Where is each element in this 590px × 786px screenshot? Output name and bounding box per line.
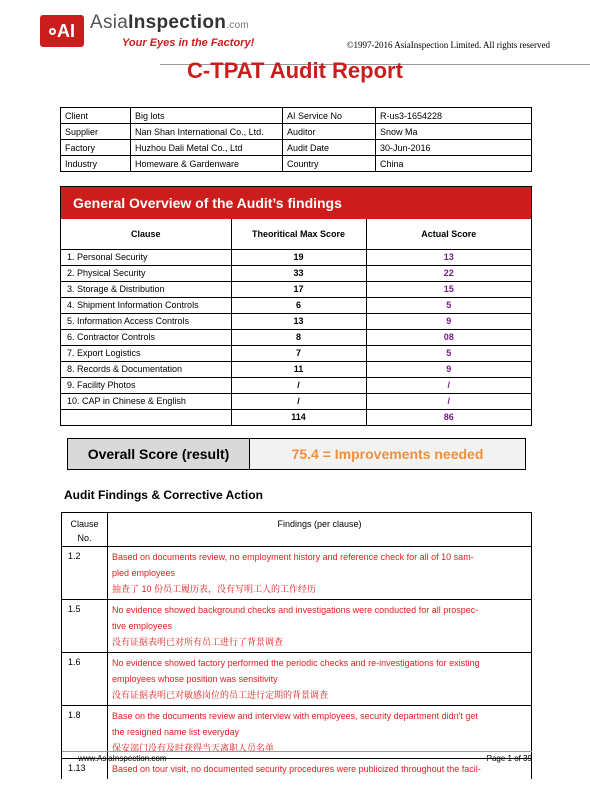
info-value: Homeware & Gardenware [131, 156, 283, 172]
overview-row [61, 361, 531, 377]
findings-section-title: Audit Findings & Corrective Action [64, 488, 263, 502]
total-row [61, 409, 531, 425]
brand-part2: Inspection [128, 12, 227, 33]
col-clause-no-line2: No. [77, 533, 92, 543]
finding-line: No evidence showed background checks and investigations were conducted for all prospec- [112, 605, 479, 615]
finding-line: employees whose position was sensitivity [112, 674, 278, 684]
clause-name: 7. Export Logistics [61, 345, 231, 361]
info-label: Factory [61, 140, 131, 156]
finding-text [108, 547, 532, 600]
info-label: Audit Date [283, 140, 376, 156]
logo-dot-icon [49, 28, 56, 35]
info-label: Auditor [283, 124, 376, 140]
copyright: ©1997-2016 AsiaInspection Limited. All rights reserved [346, 40, 550, 50]
max-score: 8 [231, 329, 366, 345]
max-score: / [231, 393, 366, 409]
finding-text [108, 653, 532, 706]
clause-name: 1. Personal Security [61, 249, 231, 265]
info-table [60, 107, 532, 172]
finding-line: pled employees [112, 568, 176, 578]
finding-clause-no: 1.8 [62, 706, 108, 759]
info-value: Snow Ma [376, 124, 532, 140]
max-score: 33 [231, 265, 366, 281]
brand-name [90, 12, 249, 34]
info-label: AI Service No [283, 108, 376, 124]
page-footer [62, 751, 532, 763]
report-title: C-TPAT Audit Report [187, 58, 403, 83]
actual-score: 9 [366, 313, 531, 329]
actual-score: 5 [366, 297, 531, 313]
clause-name: 3. Storage & Distribution [61, 281, 231, 297]
overall-score-box [67, 438, 526, 470]
finding-line: 保安部门没有及时获得当天离职人员名单 [112, 743, 275, 753]
info-value: R-us3-1654228 [376, 108, 532, 124]
finding-row [62, 600, 532, 653]
info-value: Huzhou Dali Metal Co., Ltd [131, 140, 283, 156]
actual-score: 22 [366, 265, 531, 281]
max-score: 6 [231, 297, 366, 313]
info-value: 30-Jun-2016 [376, 140, 532, 156]
company-logo [40, 15, 84, 47]
col-actual-header: Actual Score [366, 219, 531, 249]
actual-score: 5 [366, 345, 531, 361]
info-label: Industry [61, 156, 131, 172]
clause-name: 4. Shipment Information Controls [61, 297, 231, 313]
overview-row [61, 393, 531, 409]
actual-score: / [366, 393, 531, 409]
overview-row [61, 345, 531, 361]
col-max-header: Theoritical Max Score [231, 219, 366, 249]
finding-text [108, 600, 532, 653]
max-score: 17 [231, 281, 366, 297]
clause-name: 10. CAP in Chinese & English [61, 393, 231, 409]
finding-line: Base on the documents review and interview with employees, security department didn't get [112, 711, 478, 721]
footer-page-number: Page 1 of 39 [486, 754, 532, 763]
info-value: Nan Shan International Co., Ltd. [131, 124, 283, 140]
col-clause-no-line1: Clause [70, 519, 99, 529]
info-label: Supplier [61, 124, 131, 140]
actual-score: 15 [366, 281, 531, 297]
info-row [61, 108, 532, 124]
finding-clause-no: 1.13 [62, 759, 108, 780]
overview-table [61, 219, 531, 425]
max-score: 13 [231, 313, 366, 329]
overview-heading: General Overview of the Audit’s findings [61, 187, 531, 219]
overview-row [61, 265, 531, 281]
finding-line: tive employees [112, 621, 173, 631]
total-max: 114 [231, 409, 366, 425]
max-score: 7 [231, 345, 366, 361]
clause-name: 8. Records & Documentation [61, 361, 231, 377]
max-score: 19 [231, 249, 366, 265]
brand-part1: Asia [90, 12, 129, 33]
clause-name: 2. Physical Security [61, 265, 231, 281]
actual-score: 08 [366, 329, 531, 345]
finding-clause-no: 1.2 [62, 547, 108, 600]
total-label-cell [61, 409, 231, 425]
col-clause-no-header [62, 513, 108, 547]
overview-row [61, 281, 531, 297]
brand-suffix: .com [226, 20, 250, 31]
finding-row [62, 653, 532, 706]
finding-line: the resigned name list everyday [112, 727, 240, 737]
col-clause-header: Clause [61, 219, 231, 249]
max-score: / [231, 377, 366, 393]
tagline: Your Eyes in the Factory! [122, 37, 255, 49]
overall-score-value: 75.4 = Improvements needed [250, 439, 525, 469]
actual-score: 9 [366, 361, 531, 377]
clause-name: 5. Information Access Controls [61, 313, 231, 329]
clause-name: 9. Facility Photos [61, 377, 231, 393]
max-score: 11 [231, 361, 366, 377]
actual-score: 13 [366, 249, 531, 265]
overview-section [60, 186, 532, 426]
findings-table [61, 512, 532, 779]
overview-row [61, 329, 531, 345]
overview-row [61, 249, 531, 265]
finding-clause-no: 1.5 [62, 600, 108, 653]
actual-score: / [366, 377, 531, 393]
clause-name: 6. Contractor Controls [61, 329, 231, 345]
overview-row [61, 297, 531, 313]
logo-text: AI [57, 21, 75, 41]
info-value: China [376, 156, 532, 172]
overall-score-label: Overall Score (result) [68, 439, 250, 469]
finding-line: 没有证据表明已对敏感岗位的员工进行定期的背景调查 [112, 690, 329, 700]
info-row [61, 124, 532, 140]
page-header [40, 12, 550, 56]
finding-line: Based on documents review, no employment history and reference check for all of 10 sam- [112, 552, 474, 562]
total-actual: 86 [366, 409, 531, 425]
info-value: Big lots [131, 108, 283, 124]
overview-row [61, 377, 531, 393]
finding-clause-no: 1.6 [62, 653, 108, 706]
finding-line: 没有证据表明已对所有员工进行了背景调查 [112, 637, 284, 647]
info-label: Client [61, 108, 131, 124]
footer-website: www.AsiaInspection.com [78, 754, 167, 763]
info-row [61, 156, 532, 172]
col-findings-header: Findings (per clause) [108, 513, 532, 547]
finding-line: Based on tour visit, no documented security procedures were publicized throughout the facil- [112, 764, 481, 774]
finding-line: 抽查了 10 份员工履历表，没有写明工人的工作经历 [112, 584, 317, 594]
info-row [61, 140, 532, 156]
finding-line: No evidence showed factory performed the periodic checks and re-investigations for existing [112, 658, 480, 668]
finding-row [62, 547, 532, 600]
overview-row [61, 313, 531, 329]
info-label: Country [283, 156, 376, 172]
